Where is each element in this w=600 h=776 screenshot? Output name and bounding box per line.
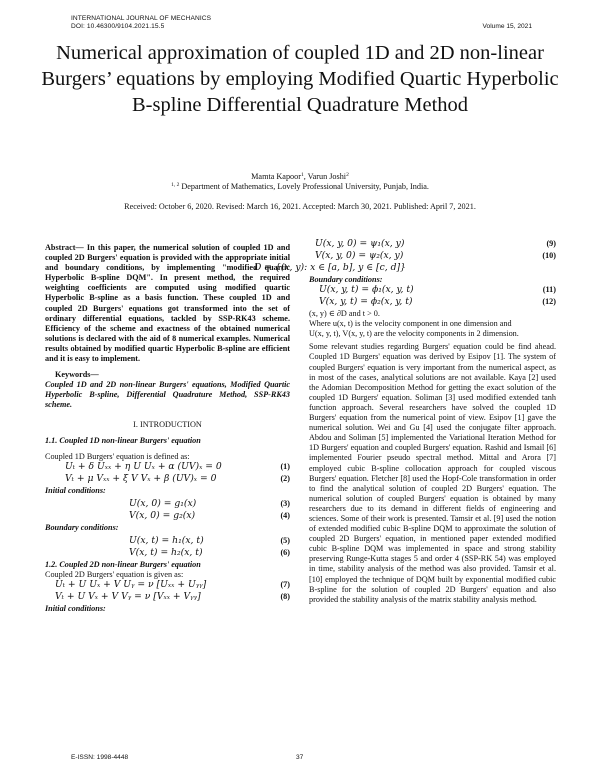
footer-eissn: E-ISSN: 1998-4448: [71, 754, 129, 761]
domain-definition: D = {(x, y): x ∈ [a, b], y ∈ [c, d]}: [254, 262, 406, 273]
equation-9: U(x, y, 0) = ψ₁(x, y) (9): [315, 238, 556, 249]
paragraph: Coupled 1D Burgers' equation is defined as:: [45, 451, 190, 461]
equation-5: U(x, t) = h₁(x, t) (5): [129, 534, 290, 546]
keywords-label: Keywords—: [55, 370, 99, 380]
subsection-heading: 1.1. Coupled 1D non-linear Burgers' equation: [45, 435, 201, 445]
equation-6: V(x, t) = h₂(x, t) (6): [129, 546, 290, 558]
volume: Volume 15, 2021: [482, 23, 532, 30]
journal-name: INTERNATIONAL JOURNAL OF MECHANICS: [71, 15, 212, 22]
publication-dates: Received: October 6, 2020. Revised: March 16, 2021. Accepted: March 30, 2021. Published: April 7, 2021.: [124, 202, 476, 211]
initial-conditions-label: Initial conditions:: [45, 485, 106, 495]
where-line-2: U(x, y, t), V(x, y, t) are the velocity components in 2 dimension.: [309, 329, 519, 339]
journal-header: [71, 15, 211, 31]
equation-11: U(x, y, t) = ϕ₁(x, y, t) (11): [319, 284, 556, 296]
equation-1: Uₜ + δ Uₓₓ + η U Uₓ + α (UV)ₓ = 0 (1): [65, 460, 290, 472]
boundary-conditions-label: Boundary conditions:: [45, 522, 119, 532]
abstract: Abstract— In this paper, the numerical solution of coupled 1D and coupled 2D Burgers' equation is provided with the appropriate initial and boundary conditions, by implementing "modified quartic Hyperbolic B-spline DQM". In present method, the required weighting coefficients are computed using modified quartic Hyperbolic B-spline as a basis function. These coupled 1D and coupled 2D Burgers' equations got transformed into the set of ordinary differential equations, tackled by SSP-RK43 scheme. Efficiency of the scheme and exactness of the obtained numerical solutions is declared with the aid of 8 numerical examples. Numerical results obtained by modified quartic Hyperbolic B-spline are efficient and it is easy to implement.: [45, 243, 290, 364]
keywords-text: Coupled 1D and 2D non-linear Burgers' equations, Modified Quartic Hyperbolic B-spline, Differential Quadrature Method, SSP-RK43 scheme.: [45, 380, 290, 410]
equation-2: Vₜ + μ Vₓₓ + ξ V Vₓ + β (UV)ₓ = 0 (2): [65, 472, 290, 484]
where-line-1: Where u(x, t) is the velocity component in one dimension and: [309, 319, 512, 329]
body-paragraph: Some relevant studies regarding Burgers' equation could be find ahead. Coupled 1D Burgers' equation was derived by Esipov [1]. The system of coupled Burgers' equation is very important from the numerical aspect, as in most of the cases, analytical solutions are not available. Kaya [2] used the Adomian Decomposition Method for getting the exact solution of the coupled 1D Burgers' equation. Soliman [3] used modified extended tanh function approach. Several researchers have solved the coupled 1D Burgers' equation from the numerical point of view. Esipov [1] gave the numerical solution. Wei and Gu [4] used the conjugate filter approach. Abdou and Soliman [5] implemented the Variational Iteration Method for 1D Burgers' equation and coupled Burgers' equation. Rashid and Ismail [6] implemented Fourier pseudo spectral method. Mittal and Arora [7] employed cubic B-spline collocation approach for coupled viscous Burgers' equation. Fletcher [8] used the Hopf-Cole transformation in order to find the analytical solution of coupled 2D Burgers' equation. The numerical solution of coupled Burgers' equation is obtained by many researchers due to its demand in different fields of engineering and sciences. Some of their work is presented. Tamsir et al. [9] used the notion of extended modified cubic B-spline DQM to approximate the solution of coupled 2D Burgers' equation, in mentioned paper extended modified cubic B-spline DQM was implemented in space and strong stability preserving Runge-Kutta stages 5 and order 4 (SSP-RK 54) was employed in time, stability analysis of the method was also provided. Tamsir et al. [10] employed the technique of DQM built by exponential modified cubic B-spline for the solution of coupled 2D Burgers' equation and also provided the stability analysis of the matrix stability analysis method.: [309, 342, 556, 604]
equation-10: V(x, y, 0) = ψ₂(x, y) (10): [315, 250, 556, 261]
boundary-conditions-label-2: Boundary conditions:: [309, 275, 383, 284]
page-number: 37: [296, 754, 304, 761]
equation-7: Uₜ + U Uₓ + V Uᵧ = ν [Uₓₓ + Uᵧᵧ] (7): [55, 579, 290, 591]
subsection-heading-2: 1.2. Coupled 2D non-linear Burgers' equation: [45, 559, 201, 569]
doi: DOI: 10.46300/9104.2021.15.5: [71, 23, 165, 30]
section-heading: I. INTRODUCTION: [133, 419, 202, 429]
equation-4: V(x, 0) = g₂(x) (4): [129, 509, 290, 521]
initial-conditions-label-2: Initial conditions:: [45, 604, 106, 614]
equation-8: Vₜ + U Vₓ + V Vᵧ = ν [Vₓₓ + Vᵧᵧ] (8): [55, 591, 290, 603]
condition-line: (x, y) ∈ ∂D and t > 0.: [309, 309, 380, 319]
paragraph: Coupled 2D Burgers' equation is given as:: [45, 570, 184, 580]
left-column: [45, 243, 290, 614]
equation-3: U(x, 0) = g₁(x) (3): [129, 497, 290, 509]
affiliation: $^{1, 2}$ Department of Mathematics, Lovely Professional University, Punjab, India.: [171, 182, 429, 191]
equation-12: V(x, y, t) = ϕ₂(x, y, t) (12): [319, 296, 556, 308]
authors: Mamta Kapoor$^1$, Varun Joshi$^2$: [251, 172, 349, 181]
right-column: [254, 238, 556, 605]
paper-title: Numerical approximation of coupled 1D and 2D non-linear Burgers’ equations by employing Modified Quartic Hyperbolic B-spline Differential Quadrature Method: [41, 42, 559, 116]
